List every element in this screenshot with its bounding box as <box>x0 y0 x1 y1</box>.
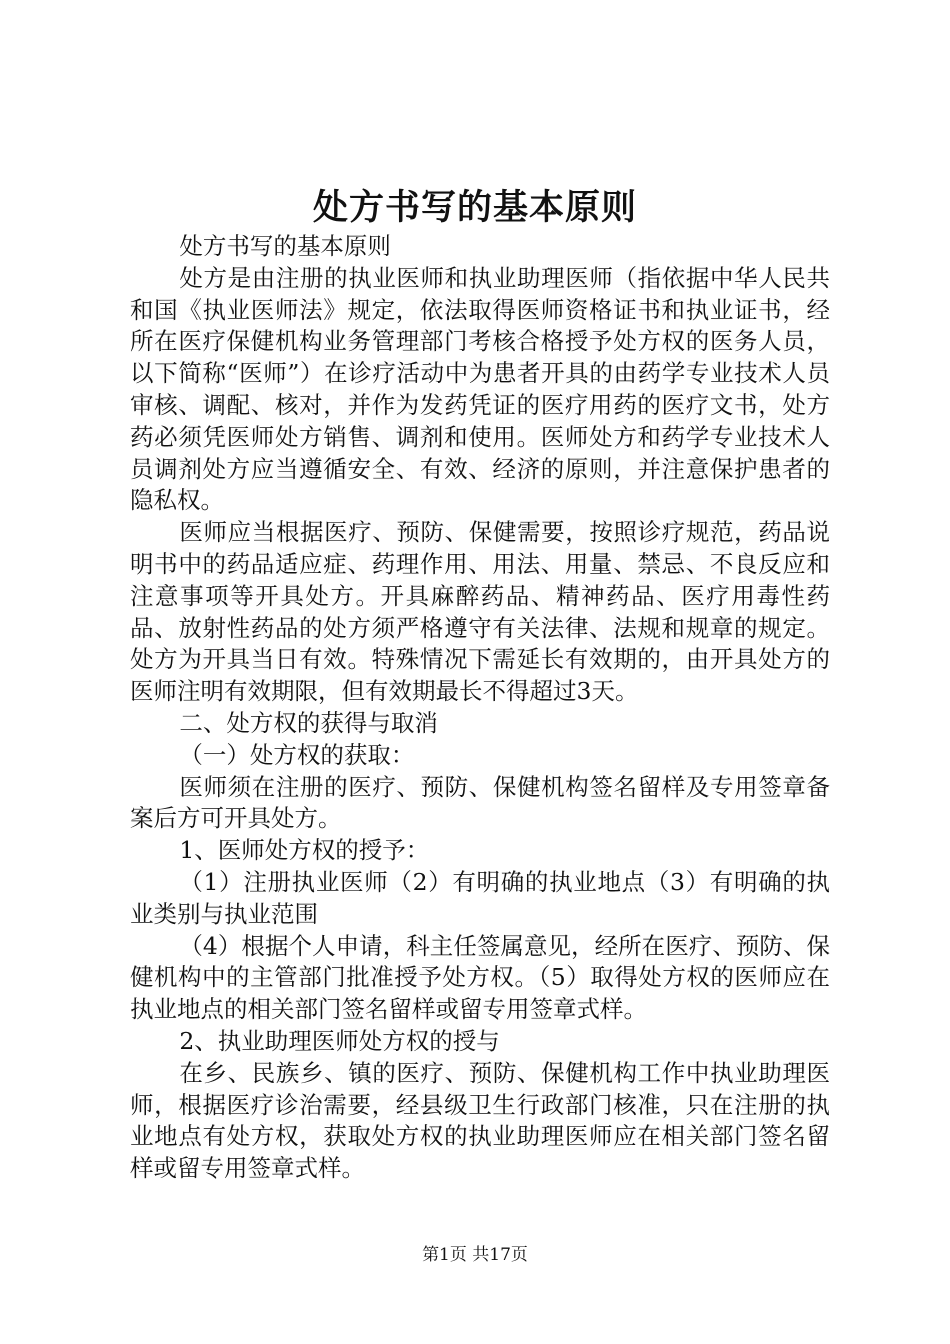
paragraph: 医师须在注册的医疗、预防、保健机构签名留样及专用签章备案后方可开具处方。 <box>130 772 830 833</box>
paragraph: （4）根据个人申请，科主任签属意见，经所在医疗、预防、保健机构中的主管部门批准授予处方权。（5）取得处方权的医师应在执业地点的相关部门签名留样或留专用签章式样。 <box>130 931 830 1024</box>
page-number-footer: 第1页 共17页 <box>422 1245 528 1265</box>
document-title: 处方书写的基本原则 <box>312 187 637 228</box>
subsection-heading: （一）处方权的获取： <box>179 740 415 769</box>
list-heading: 1、医师处方权的授予： <box>179 836 430 865</box>
paragraph: 处方是由注册的执业医师和执业助理医师（指依据中华人民共和国《执业医师法》规定，依法取得医师资格证书和执业证书，经所在医疗保健机构业务管理部门考核合格授予处方权的医务人员，以下简称“医师”）在诊疗活动中为患者开具的由药学专业技术人员审核、调配、核对，并作为发药凭证的医疗用药的医疗文书，处方药必须凭医师处方销售、调剂和使用。医师处方和药学专业技术人员调剂处方应当遵循安全、有效、经济的原则，并注意保护患者的隐私权。 <box>130 263 830 515</box>
paragraph: 在乡、民族乡、镇的医疗、预防、保健机构工作中执业助理医师，根据医疗诊治需要，经县级卫生行政部门核准，只在注册的执业地点有处方权，获取处方权的执业助理医师应在相关部门签名留样或留专用签章式样。 <box>130 1058 830 1183</box>
list-heading: 2、执业助理医师处方权的授与 <box>179 1026 500 1055</box>
paragraph: （1）注册执业医师（2）有明确的执业地点（3）有明确的执业类别与执业范围 <box>130 867 830 928</box>
document-body <box>130 231 830 1185</box>
paragraph: 医师应当根据医疗、预防、保健需要，按照诊疗规范，药品说明书中的药品适应症、药理作用、用法、用量、禁忌、不良反应和注意事项等开具处方。开具麻醉药品、精神药品、医疗用毒性药品、放射性药品的处方须严格遵守有关法律、法规和规章的规定。处方为开具当日有效。特殊情况下需延长有效期的，由开具处方的医师注明有效期限，但有效期最长不得超过3天。 <box>130 518 830 706</box>
paragraph: 处方书写的基本原则 <box>179 232 391 260</box>
section-heading: 二、处方权的获得与取消 <box>179 708 438 737</box>
